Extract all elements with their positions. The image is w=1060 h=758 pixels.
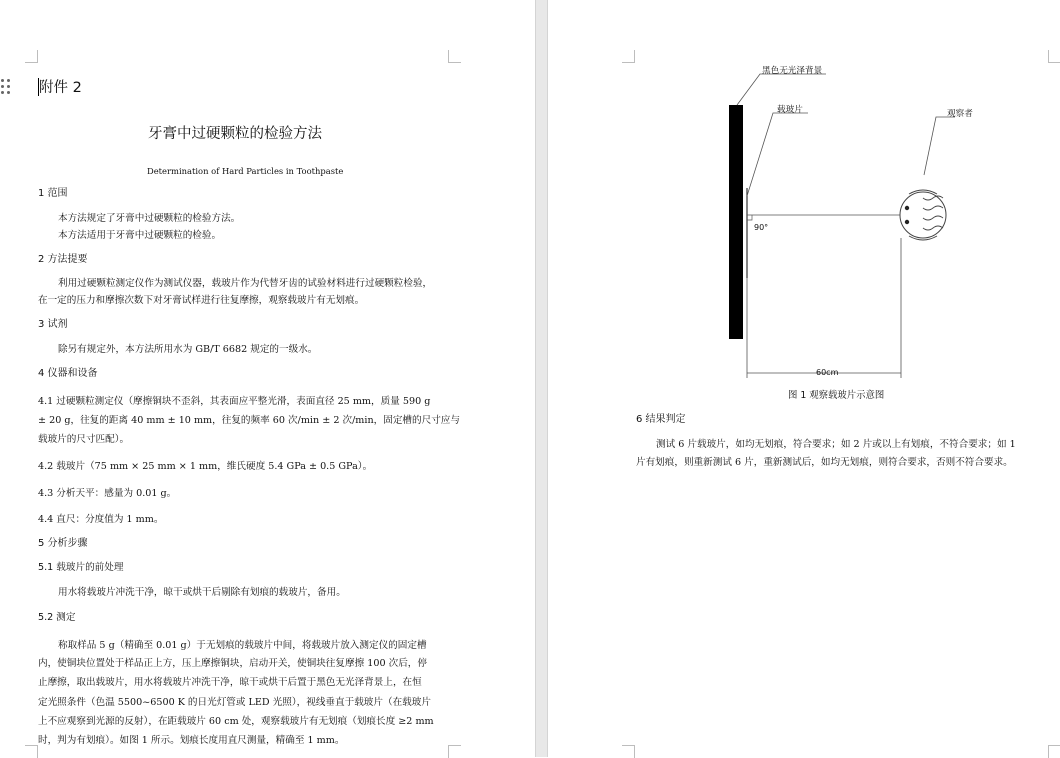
document-page-right xyxy=(548,0,1060,757)
leader-line-observer xyxy=(924,117,955,175)
section-1-paragraph-2[interactable]: 本方法适用于牙膏中过硬颗粒的检验。 xyxy=(58,230,222,241)
section-5-1-paragraph[interactable]: 用水将载玻片冲洗干净，晾干或烘干后剔除有划痕的载玻片，备用。 xyxy=(58,587,346,598)
section-4-1-line-1[interactable]: 4.1 过硬颗粒测定仪（摩擦铜块不歪斜，其表面应平整光滑，表面直径 25 mm，质量 590 g xyxy=(38,396,431,407)
section-5-2-heading[interactable]: 5.2 测定 xyxy=(38,612,76,623)
crop-mark-bottom-right xyxy=(1048,745,1060,758)
figure-label-observer: 观察者 xyxy=(947,109,973,119)
observer-icon xyxy=(900,190,946,240)
figure-label-angle: 90° xyxy=(754,223,769,232)
figure-label-distance: 60cm xyxy=(816,368,839,377)
crop-mark-top-right xyxy=(1048,50,1060,63)
section-2-line-2[interactable]: 在一定的压力和摩擦次数下对牙膏试样进行往复摩擦，观察载玻片有无划痕。 xyxy=(38,295,365,306)
section-4-1-line-2[interactable]: ± 20 g，往复的距离 40 mm ± 10 mm，往复的频率 60 次/min ± 2 次/min，固定槽的尺寸应与 xyxy=(38,415,460,426)
right-angle-marker xyxy=(747,215,752,220)
section-5-1-heading[interactable]: 5.1 载玻片的前处理 xyxy=(38,562,124,573)
section-3-paragraph[interactable]: 除另有规定外，本方法所用水为 GB/T 6682 规定的一级水。 xyxy=(58,344,318,355)
crop-mark-top-right xyxy=(448,50,461,63)
section-4-heading[interactable]: 4 仪器和设备 xyxy=(38,368,98,379)
section-4-2[interactable]: 4.2 载玻片（75 mm × 25 mm × 1 mm，维氏硬度 5.4 GPa ± 0.5 GPa）。 xyxy=(38,461,373,472)
section-5-2-line-1[interactable]: 称取样品 5 g（精确至 0.01 g）于无划痕的载玻片中间，将载玻片放入测定仪的固定槽 xyxy=(58,640,427,651)
leader-line-background xyxy=(737,74,826,105)
crop-mark-bottom-right xyxy=(448,745,461,758)
leader-line-slide xyxy=(747,113,808,196)
figure-caption[interactable]: 图 1 观察载玻片示意图 xyxy=(788,390,885,401)
section-5-2-line-5[interactable]: 上不应观察到光源的反射），在距载玻片 60 cm 处，观察载玻片有无划痕（划痕长度 ≥2 mm xyxy=(38,716,434,727)
section-2-heading[interactable]: 2 方法提要 xyxy=(38,254,88,265)
crop-mark-bottom-left xyxy=(622,745,635,758)
section-6-line-2[interactable]: 片有划痕，则重新测试 6 片，重新测试后，如均无划痕，则符合要求，否则不符合要求。 xyxy=(636,457,1013,468)
figure-label-background: 黑色无光泽背景 xyxy=(762,66,823,76)
section-3-heading[interactable]: 3 试剂 xyxy=(38,319,68,330)
section-4-1-line-3[interactable]: 载玻片的尺寸匹配）。 xyxy=(38,434,130,445)
document-title-english[interactable]: Determination of Hard Particles in Toothpaste xyxy=(147,166,344,176)
crop-mark-top-left xyxy=(622,50,635,63)
section-5-2-line-6[interactable]: 时，判为有划痕）。如图 1 所示。划痕长度用直尺测量，精确至 1 mm。 xyxy=(38,735,345,746)
drag-handle-icon[interactable] xyxy=(0,77,14,97)
section-6-heading[interactable]: 6 结果判定 xyxy=(636,414,686,425)
document-title[interactable]: 牙膏中过硬颗粒的检验方法 xyxy=(148,126,322,142)
section-2-line-1[interactable]: 利用过硬颗粒测定仪作为测试仪器，载玻片作为代替牙齿的试验材料进行过硬颗粒检验， xyxy=(58,278,433,289)
section-4-3[interactable]: 4.3 分析天平：感量为 0.01 g。 xyxy=(38,488,177,499)
section-5-2-line-3[interactable]: 止摩擦，取出载玻片，用水将载玻片冲洗干净，晾干或烘干后置于黑色无光泽背景上，在恒 xyxy=(38,677,422,688)
attachment-label[interactable]: 附件 2 xyxy=(39,80,82,96)
section-5-heading[interactable]: 5 分析步骤 xyxy=(38,538,88,549)
section-1-paragraph-1[interactable]: 本方法规定了牙膏中过硬颗粒的检验方法。 xyxy=(58,213,241,224)
crop-mark-top-left xyxy=(25,50,38,63)
crop-mark-bottom-left xyxy=(25,745,38,758)
section-6-line-1[interactable]: 测试 6 片载玻片，如均无划痕，符合要求；如 2 片或以上有划痕，不符合要求；如 1 xyxy=(656,439,1016,450)
section-5-2-line-4[interactable]: 定光照条件（色温 5500~6500 K 的日光灯管或 LED 光照），视线垂直于载玻片（在载玻片 xyxy=(38,697,431,708)
page-gap xyxy=(535,0,548,757)
section-5-2-line-2[interactable]: 内，使铜块位置处于样品正上方，压上摩擦铜块，启动开关，使铜块往复摩擦 100 次后，停 xyxy=(38,658,427,669)
figure-label-slide: 载玻片 xyxy=(777,105,803,115)
section-1-heading[interactable]: 1 范围 xyxy=(38,188,68,199)
black-background-board xyxy=(729,105,743,339)
section-4-4[interactable]: 4.4 直尺：分度值为 1 mm。 xyxy=(38,514,164,525)
